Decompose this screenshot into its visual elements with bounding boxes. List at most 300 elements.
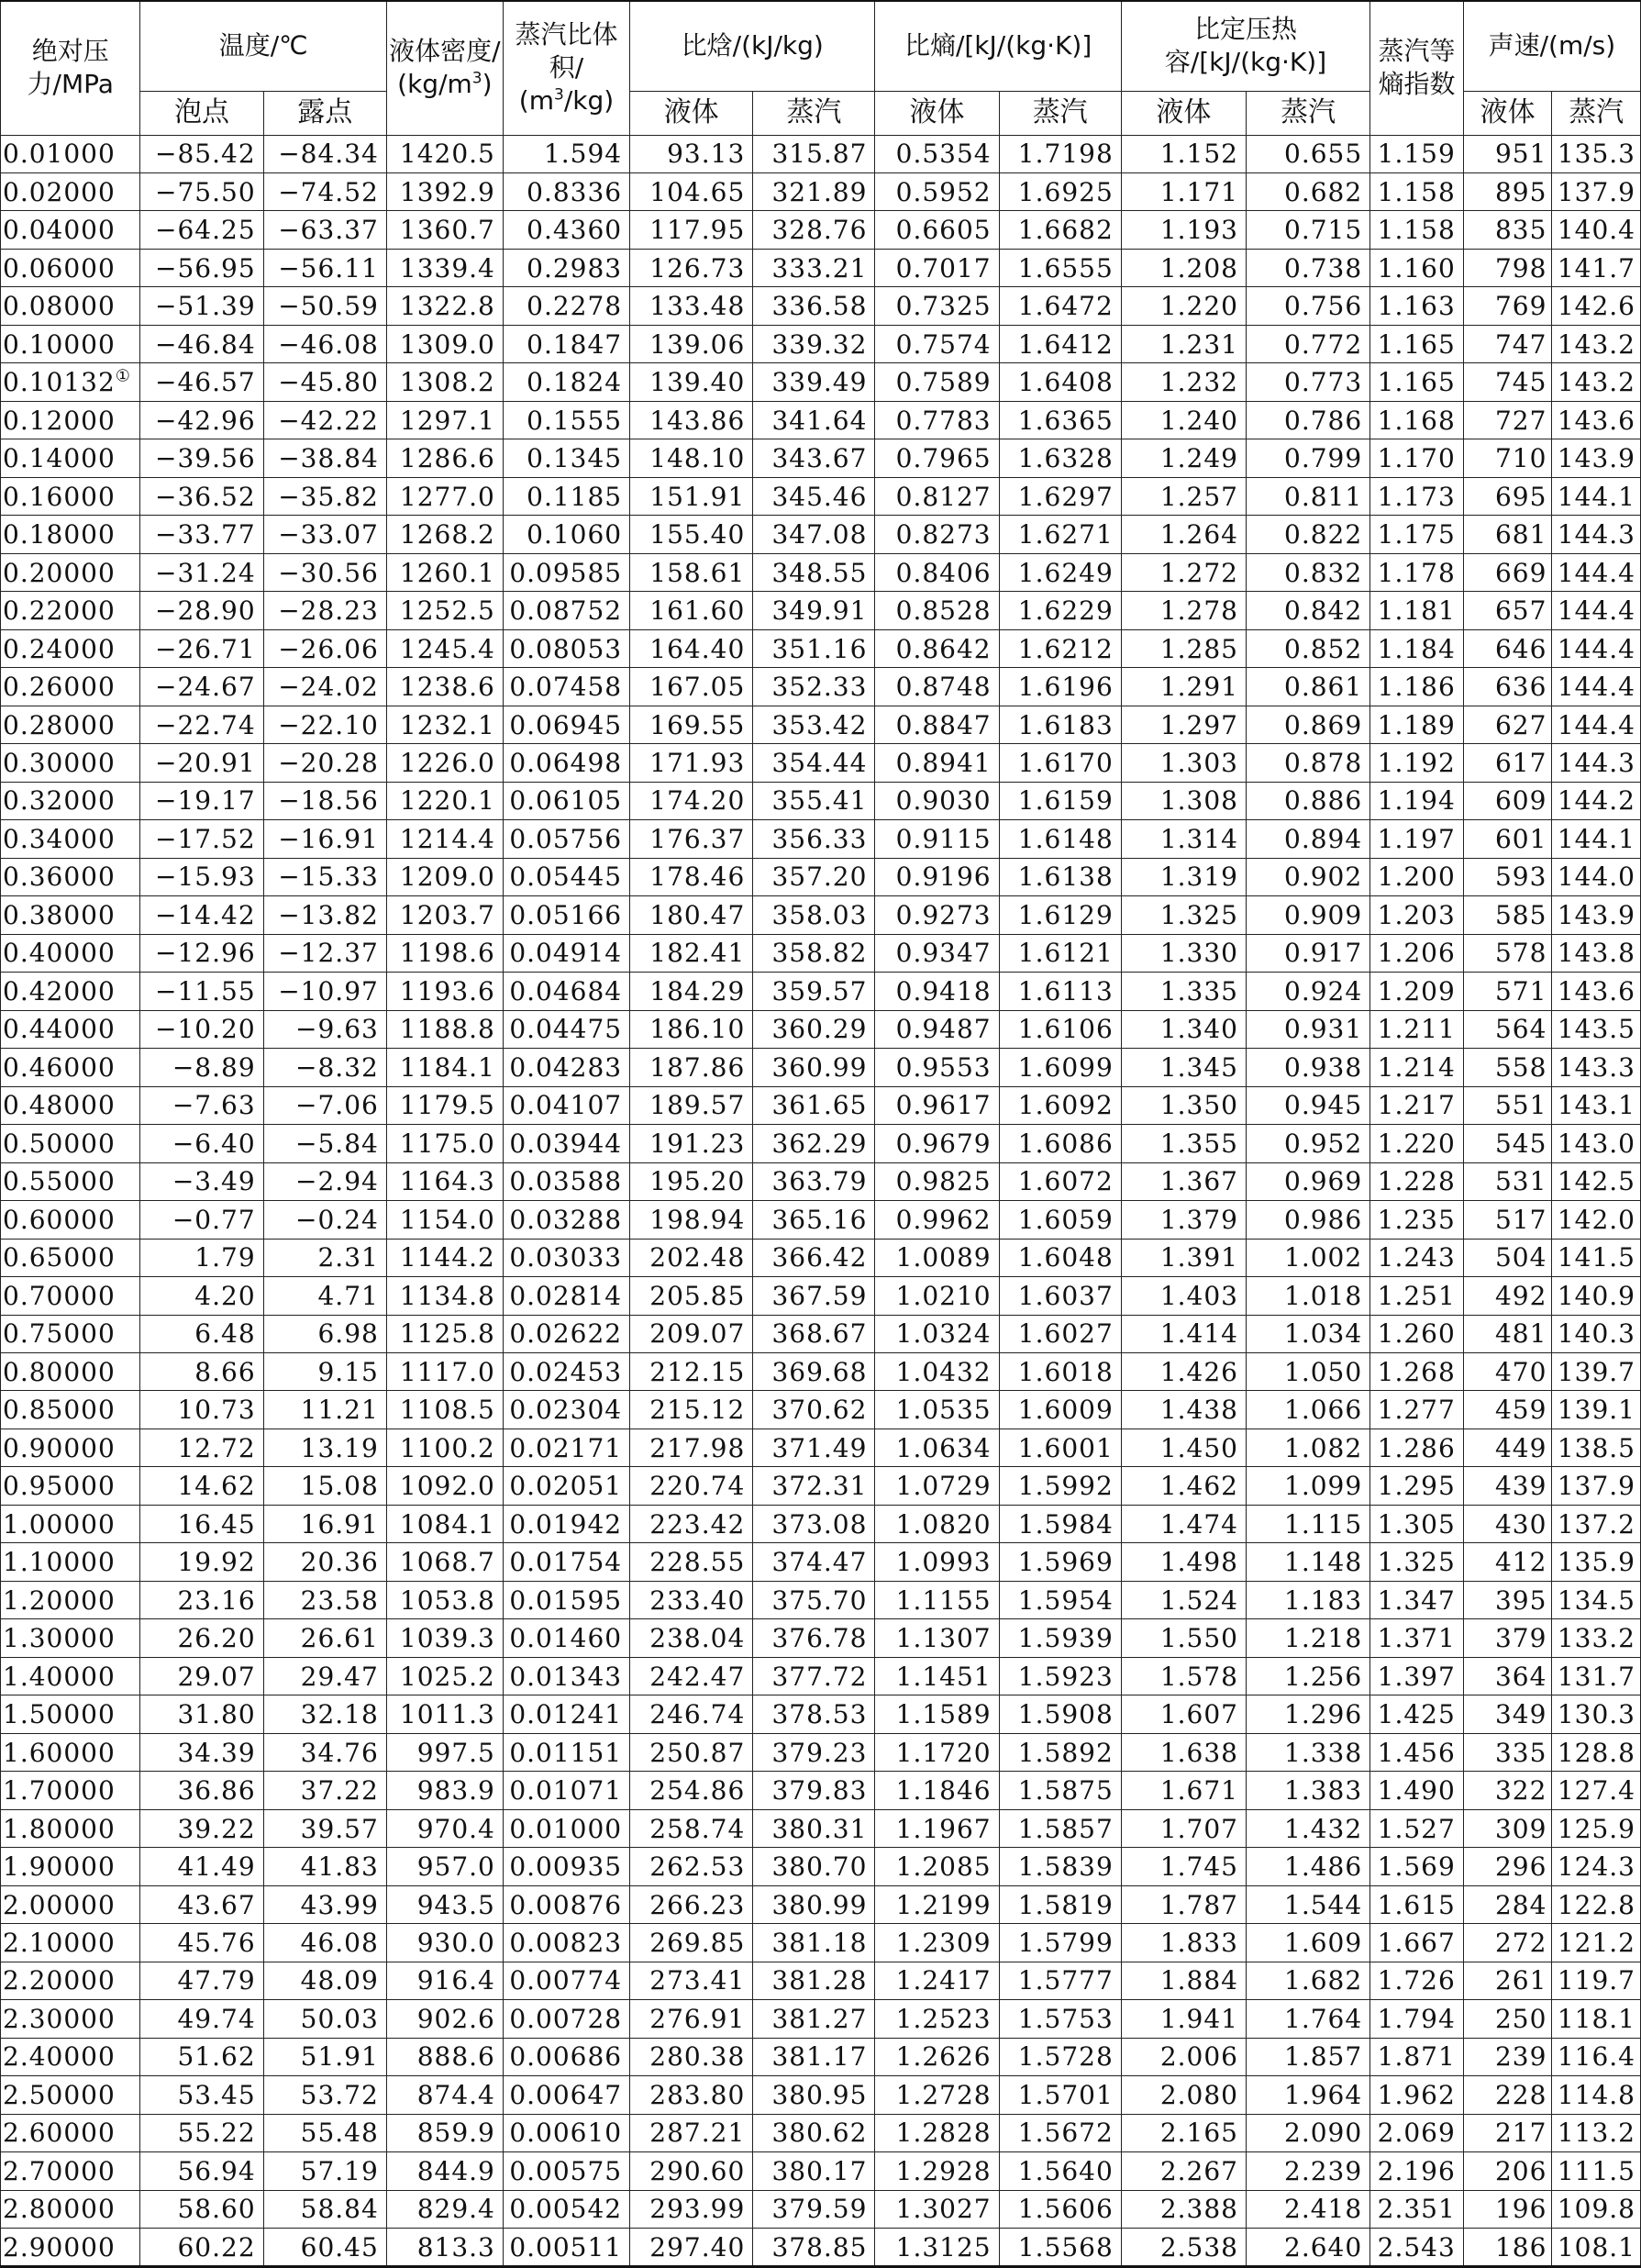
- cell-pressure: [1, 1239, 140, 1276]
- cell-cp-liquid: [1121, 1848, 1246, 1885]
- cell-value: 1092.0: [399, 1471, 495, 1502]
- cell-sound-liquid: [1463, 325, 1552, 362]
- cell-entropy-vapor: [999, 1581, 1121, 1618]
- cell-value: 1.163: [1377, 291, 1456, 322]
- cell-value: 60.22: [177, 2231, 256, 2262]
- cell-value: 1.5606: [1017, 2194, 1114, 2225]
- cell-value: 0.832: [1284, 557, 1363, 588]
- cell-entropy-liquid: [875, 2190, 999, 2228]
- cell-value: 1.2828: [895, 2118, 992, 2149]
- header-row-1: [1, 1, 1641, 91]
- cell-value: 239: [1494, 2041, 1547, 2073]
- cell-value: 53.45: [177, 2079, 256, 2110]
- cell-isentropic-index: [1370, 1581, 1464, 1618]
- cell-enthalpy-liquid: [630, 401, 753, 439]
- cell-value: 1.6009: [1017, 1395, 1114, 1426]
- cell-sound-liquid: [1463, 211, 1552, 249]
- cell-value: −84.34: [278, 139, 379, 170]
- cell-pressure: [1, 1162, 140, 1200]
- cell-value: 1392.9: [399, 176, 495, 207]
- cell-value: 0.08000: [3, 291, 116, 322]
- cell-value: 354.44: [771, 747, 868, 778]
- cell-enthalpy-vapor: [753, 135, 875, 172]
- cell-value: −33.77: [155, 519, 256, 550]
- cell-sound-vapor: [1552, 1125, 1641, 1162]
- cell-value: 1.6229: [1017, 595, 1114, 627]
- cell-value: 1039.3: [399, 1623, 495, 1654]
- cell-pressure: [1, 211, 140, 249]
- cell-pressure: [1, 2076, 140, 2114]
- table-row: [1, 973, 1641, 1010]
- cell-isentropic-index: [1370, 211, 1464, 249]
- cell-value: 0.878: [1284, 747, 1363, 778]
- cell-pressure: [1, 477, 140, 515]
- cell-enthalpy-vapor: [753, 439, 875, 477]
- cell-value: −24.67: [155, 672, 256, 703]
- table-row: [1, 1201, 1641, 1239]
- cell-sound-liquid: [1463, 1467, 1552, 1505]
- cell-liquid-density: [386, 401, 503, 439]
- cell-bubble-temp: [140, 2038, 263, 2075]
- cell-pressure: [1, 1201, 140, 1239]
- cell-value: 1.607: [1159, 1699, 1238, 1730]
- cell-bubble-temp: [140, 1695, 263, 1733]
- cell-isentropic-index: [1370, 172, 1464, 210]
- cell-liquid-density: [386, 249, 503, 286]
- cell-value: 0.04475: [509, 1014, 623, 1045]
- cell-cp-liquid: [1121, 1353, 1246, 1391]
- cell-value: −46.84: [155, 328, 256, 360]
- cell-value: 1.671: [1159, 1775, 1238, 1807]
- cell-dew-temp: [263, 1125, 386, 1162]
- cell-value: 351.16: [771, 633, 868, 664]
- cell-value: 233.40: [649, 1584, 746, 1616]
- cell-sound-liquid: [1463, 553, 1552, 591]
- cell-vapor-volume: [503, 1467, 629, 1505]
- cell-value: 571: [1494, 975, 1547, 1006]
- header-cp-vapor: 蒸汽: [1246, 91, 1369, 135]
- cell-value: 195.20: [649, 1166, 746, 1197]
- header-enthalpy: 比焓/(kJ/kg): [630, 1, 875, 91]
- cell-value: −12.37: [278, 938, 379, 969]
- cell-value: 0.46000: [3, 1051, 116, 1083]
- cell-value: 1.206: [1377, 938, 1456, 969]
- cell-bubble-temp: [140, 629, 263, 667]
- cell-value: 1.70000: [3, 1775, 116, 1807]
- cell-value: 551: [1494, 1090, 1547, 1121]
- cell-vapor-volume: [503, 1695, 629, 1733]
- cell-sound-liquid: [1463, 782, 1552, 819]
- cell-entropy-vapor: [999, 287, 1121, 325]
- cell-liquid-density: [386, 1353, 503, 1391]
- cell-enthalpy-liquid: [630, 1125, 753, 1162]
- cell-sound-vapor: [1552, 1619, 1641, 1657]
- cell-value: 0.06945: [509, 709, 623, 740]
- cell-value: 1.6170: [1017, 747, 1114, 778]
- cell-isentropic-index: [1370, 1619, 1464, 1657]
- cell-value: 1.371: [1377, 1623, 1456, 1654]
- cell-value: 0.48000: [3, 1090, 116, 1121]
- header-enthalpy-liquid: 液体: [630, 91, 753, 135]
- cell-pressure: [1, 1962, 140, 1999]
- cell-value: 0.36000: [3, 862, 116, 893]
- cell-vapor-volume: [503, 2000, 629, 2038]
- cell-dew-temp: [263, 2000, 386, 2038]
- cell-value: 1.335: [1159, 975, 1238, 1006]
- cell-value: 121.2: [1557, 1928, 1635, 1958]
- cell-value: 144.4: [1557, 557, 1635, 588]
- cell-value: 269.85: [649, 1928, 746, 1958]
- cell-liquid-density: [386, 2152, 503, 2190]
- cell-value: 1.40000: [3, 1661, 116, 1692]
- cell-sound-liquid: [1463, 1277, 1552, 1315]
- cell-sound-vapor: [1552, 1049, 1641, 1086]
- cell-bubble-temp: [140, 668, 263, 706]
- cell-value: 0.9553: [895, 1051, 992, 1083]
- cell-value: 1268.2: [399, 519, 495, 550]
- cell-value: 142.5: [1557, 1166, 1635, 1197]
- cell-value: 144.3: [1557, 747, 1635, 778]
- cell-value: 4.20: [194, 1280, 256, 1311]
- cell-sound-liquid: [1463, 477, 1552, 515]
- cell-value: 531: [1494, 1166, 1547, 1197]
- cell-dew-temp: [263, 1505, 386, 1542]
- cell-value: −22.74: [155, 709, 256, 740]
- cell-value: 217.98: [649, 1432, 746, 1463]
- cell-value: 228.55: [649, 1547, 746, 1578]
- cell-value: 41.83: [300, 1851, 379, 1883]
- cell-value: 280.38: [649, 2041, 746, 2073]
- cell-value: 1.6148: [1017, 823, 1114, 854]
- cell-liquid-density: [386, 1010, 503, 1048]
- cell-value: −15.33: [278, 862, 379, 893]
- cell-value: 1.330: [1159, 938, 1238, 969]
- table-row: [1, 1924, 1641, 1962]
- cell-bubble-temp: [140, 1733, 263, 1771]
- cell-dew-temp: [263, 1353, 386, 1391]
- cell-sound-vapor: [1552, 1733, 1641, 1771]
- cell-dew-temp: [263, 287, 386, 325]
- cell-entropy-vapor: [999, 1391, 1121, 1429]
- cell-value: 46.08: [300, 1928, 379, 1958]
- cell-enthalpy-liquid: [630, 1809, 753, 1847]
- cell-value: 209.07: [649, 1318, 746, 1350]
- cell-value: 0.26000: [3, 672, 116, 703]
- cell-enthalpy-vapor: [753, 1809, 875, 1847]
- cell-entropy-liquid: [875, 135, 999, 172]
- cell-bubble-temp: [140, 2000, 263, 2038]
- cell-value: 128.8: [1557, 1737, 1635, 1768]
- cell-bubble-temp: [140, 1391, 263, 1429]
- cell-cp-vapor: [1246, 439, 1369, 477]
- cell-value: 1238.6: [399, 672, 495, 703]
- cell-bubble-temp: [140, 1201, 263, 1239]
- cell-dew-temp: [263, 1010, 386, 1048]
- cell-value: 2.31: [317, 1242, 379, 1273]
- cell-value: 19.92: [177, 1547, 256, 1578]
- cell-cp-vapor: [1246, 1162, 1369, 1200]
- cell-value: 39.57: [300, 1813, 379, 1844]
- cell-dew-temp: [263, 325, 386, 362]
- cell-value: 2.640: [1284, 2231, 1363, 2262]
- cell-value: 1.272: [1159, 557, 1238, 588]
- cell-dew-temp: [263, 934, 386, 972]
- cell-dew-temp: [263, 1391, 386, 1429]
- cell-liquid-density: [386, 135, 503, 172]
- cell-value: 617: [1494, 747, 1547, 778]
- cell-bubble-temp: [140, 858, 263, 895]
- cell-value: 0.04283: [509, 1051, 623, 1083]
- cell-value: 0.8406: [895, 557, 992, 588]
- cell-sound-vapor: [1552, 2038, 1641, 2075]
- cell-value: 1.871: [1377, 2041, 1456, 2073]
- cell-value: −28.23: [278, 595, 379, 627]
- cell-value: 0.715: [1284, 215, 1363, 246]
- cell-value: −2.94: [295, 1166, 379, 1197]
- cell-value: 1.214: [1377, 1051, 1456, 1083]
- cell-value: 1.474: [1159, 1508, 1238, 1540]
- cell-value: 378.85: [771, 2231, 868, 2262]
- cell-enthalpy-liquid: [630, 249, 753, 286]
- cell-value: 1.30000: [3, 1623, 116, 1654]
- cell-value: 1.0210: [895, 1280, 992, 1311]
- cell-enthalpy-liquid: [630, 858, 753, 895]
- cell-value: 1.158: [1377, 176, 1456, 207]
- cell-entropy-liquid: [875, 782, 999, 819]
- cell-cp-vapor: [1246, 1086, 1369, 1124]
- cell-liquid-density: [386, 2229, 503, 2267]
- cell-value: 1309.0: [399, 328, 495, 360]
- table-row: [1, 2038, 1641, 2075]
- cell-entropy-vapor: [999, 1772, 1121, 1809]
- cell-entropy-liquid: [875, 1315, 999, 1352]
- cell-entropy-liquid: [875, 668, 999, 706]
- cell-cp-liquid: [1121, 1885, 1246, 1923]
- cell-bubble-temp: [140, 1543, 263, 1581]
- header-sound-speed: 声速/(m/s): [1463, 1, 1640, 91]
- cell-value: 133.2: [1557, 1623, 1635, 1654]
- cell-value: 1.707: [1159, 1813, 1238, 1844]
- cell-value: 1.1967: [895, 1813, 992, 1844]
- cell-vapor-volume: [503, 1201, 629, 1239]
- cell-value: 143.8: [1557, 938, 1635, 969]
- cell-value: 2.267: [1159, 2155, 1238, 2186]
- cell-value: 365.16: [771, 1204, 868, 1235]
- cell-sound-liquid: [1463, 1049, 1552, 1086]
- cell-dew-temp: [263, 2190, 386, 2228]
- cell-bubble-temp: [140, 2152, 263, 2190]
- cell-value: 186.10: [649, 1014, 746, 1045]
- cell-sound-vapor: [1552, 782, 1641, 819]
- cell-value: 355.41: [771, 785, 868, 817]
- cell-value: 2.006: [1159, 2041, 1238, 2073]
- cell-entropy-liquid: [875, 2114, 999, 2151]
- cell-entropy-vapor: [999, 439, 1121, 477]
- cell-cp-vapor: [1246, 1353, 1369, 1391]
- cell-isentropic-index: [1370, 1695, 1464, 1733]
- cell-value: 141.7: [1557, 252, 1635, 284]
- cell-cp-vapor: [1246, 1467, 1369, 1505]
- cell-value: 983.9: [416, 1775, 495, 1807]
- cell-value: 1.941: [1159, 2003, 1238, 2034]
- cell-value: −42.96: [155, 405, 256, 436]
- cell-pressure: [1, 934, 140, 972]
- cell-value: 0.6605: [895, 215, 992, 246]
- cell-value: 1.609: [1284, 1928, 1363, 1958]
- cell-value: 1.682: [1284, 1965, 1363, 1996]
- cell-sound-vapor: [1552, 325, 1641, 362]
- cell-pressure: [1, 135, 140, 172]
- cell-value: 180.47: [649, 899, 746, 930]
- cell-value: 0.07458: [509, 672, 623, 703]
- cell-liquid-density: [386, 172, 503, 210]
- cell-isentropic-index: [1370, 477, 1464, 515]
- cell-cp-vapor: [1246, 1733, 1369, 1771]
- cell-enthalpy-vapor: [753, 782, 875, 819]
- cell-value: 104.65: [649, 176, 746, 207]
- cell-value: 1.3125: [895, 2231, 992, 2262]
- header-bubble-point: 泡点: [140, 91, 263, 135]
- cell-value: 0.00542: [509, 2194, 623, 2225]
- cell-enthalpy-vapor: [753, 363, 875, 401]
- cell-vapor-volume: [503, 1809, 629, 1847]
- cell-enthalpy-vapor: [753, 1277, 875, 1315]
- cell-value: 1.325: [1377, 1547, 1456, 1578]
- cell-vapor-volume: [503, 2038, 629, 2075]
- cell-cp-liquid: [1121, 1962, 1246, 1999]
- cell-entropy-liquid: [875, 287, 999, 325]
- cell-value: 378.53: [771, 1699, 868, 1730]
- table-row: [1, 477, 1641, 515]
- cell-enthalpy-liquid: [630, 553, 753, 591]
- header-dew-point: 露点: [263, 91, 386, 135]
- cell-value: 1339.4: [399, 252, 495, 284]
- cell-cp-vapor: [1246, 820, 1369, 858]
- cell-liquid-density: [386, 1733, 503, 1771]
- cell-isentropic-index: [1370, 1924, 1464, 1962]
- cell-value: 287.21: [649, 2118, 746, 2149]
- cell-value: 585: [1494, 899, 1547, 930]
- cell-value: 349.91: [771, 595, 868, 627]
- cell-value: −8.89: [172, 1051, 256, 1083]
- cell-value: 1.438: [1159, 1395, 1238, 1426]
- cell-cp-vapor: [1246, 135, 1369, 172]
- cell-enthalpy-vapor: [753, 896, 875, 934]
- cell-isentropic-index: [1370, 1201, 1464, 1239]
- cell-value: 0.03033: [509, 1242, 623, 1273]
- cell-dew-temp: [263, 1657, 386, 1695]
- cell-value: 1.1155: [895, 1584, 992, 1616]
- cell-entropy-liquid: [875, 1848, 999, 1885]
- cell-enthalpy-liquid: [630, 2229, 753, 2267]
- cell-value: 1.383: [1284, 1775, 1363, 1807]
- cell-enthalpy-vapor: [753, 744, 875, 782]
- cell-liquid-density: [386, 973, 503, 1010]
- cell-bubble-temp: [140, 1772, 263, 1809]
- cell-liquid-density: [386, 1962, 503, 1999]
- cell-value: 140.4: [1557, 215, 1635, 246]
- cell-value: 328.76: [771, 215, 868, 246]
- cell-value: 1.857: [1284, 2041, 1363, 2073]
- cell-sound-vapor: [1552, 1277, 1641, 1315]
- cell-enthalpy-vapor: [753, 1772, 875, 1809]
- cell-value: 143.86: [649, 405, 746, 436]
- cell-bubble-temp: [140, 896, 263, 934]
- cell-liquid-density: [386, 1125, 503, 1162]
- cell-value: 1.158: [1377, 215, 1456, 246]
- cell-cp-vapor: [1246, 1772, 1369, 1809]
- cell-bubble-temp: [140, 363, 263, 401]
- cell-entropy-vapor: [999, 1086, 1121, 1124]
- cell-enthalpy-vapor: [753, 1391, 875, 1429]
- cell-enthalpy-vapor: [753, 1695, 875, 1733]
- cell-value: 1.5728: [1017, 2041, 1114, 2073]
- cell-value: 0.12000: [3, 405, 116, 436]
- cell-value: 0.00610: [509, 2118, 623, 2149]
- cell-enthalpy-liquid: [630, 2114, 753, 2151]
- cell-liquid-density: [386, 2076, 503, 2114]
- cell-value: 151.91: [649, 481, 746, 512]
- cell-value: 242.47: [649, 1661, 746, 1692]
- cell-entropy-liquid: [875, 1962, 999, 1999]
- cell-value: 0.9347: [895, 938, 992, 969]
- cell-value: −24.02: [278, 672, 379, 703]
- cell-value: 1.6113: [1017, 975, 1114, 1006]
- cell-value: 0.00686: [509, 2041, 623, 2073]
- cell-liquid-density: [386, 1391, 503, 1429]
- cell-value: 2.00000: [3, 1889, 116, 1920]
- cell-value: 2.239: [1284, 2155, 1363, 2186]
- cell-value: 2.60000: [3, 2118, 116, 2149]
- header-pressure: 绝对压力/MPa: [1, 1, 140, 135]
- table-row: [1, 211, 1641, 249]
- cell-pressure: [1, 516, 140, 553]
- cell-isentropic-index: [1370, 668, 1464, 706]
- cell-pressure: [1, 744, 140, 782]
- cell-value: 1.183: [1284, 1584, 1363, 1616]
- cell-value: 1.296: [1284, 1699, 1363, 1730]
- cell-value: 1.5992: [1017, 1471, 1114, 1502]
- cell-value: 1.5640: [1017, 2155, 1114, 2186]
- cell-isentropic-index: [1370, 896, 1464, 934]
- cell-value: 376.78: [771, 1623, 868, 1654]
- cell-cp-vapor: [1246, 1201, 1369, 1239]
- cell-cp-vapor: [1246, 744, 1369, 782]
- cell-value: 0.9030: [895, 785, 992, 817]
- cell-value: 1.379: [1159, 1204, 1238, 1235]
- cell-value: 0.772: [1284, 328, 1363, 360]
- cell-isentropic-index: [1370, 1733, 1464, 1771]
- cell-value: 1.486: [1284, 1851, 1363, 1883]
- cell-enthalpy-liquid: [630, 2190, 753, 2228]
- cell-value: 0.04914: [509, 938, 623, 969]
- cell-entropy-liquid: [875, 1467, 999, 1505]
- cell-cp-vapor: [1246, 858, 1369, 895]
- cell-value: 135.3: [1557, 139, 1635, 170]
- cell-cp-vapor: [1246, 2076, 1369, 2114]
- cell-value: 0.08053: [509, 633, 623, 664]
- cell-liquid-density: [386, 1809, 503, 1847]
- table-row: [1, 516, 1641, 553]
- cell-value: 695: [1494, 481, 1547, 512]
- cell-pressure: [1, 858, 140, 895]
- cell-vapor-volume: [503, 363, 629, 401]
- cell-dew-temp: [263, 1277, 386, 1315]
- cell-pressure: [1, 553, 140, 591]
- cell-cp-liquid: [1121, 1695, 1246, 1733]
- cell-value: −17.52: [155, 823, 256, 854]
- cell-isentropic-index: [1370, 325, 1464, 362]
